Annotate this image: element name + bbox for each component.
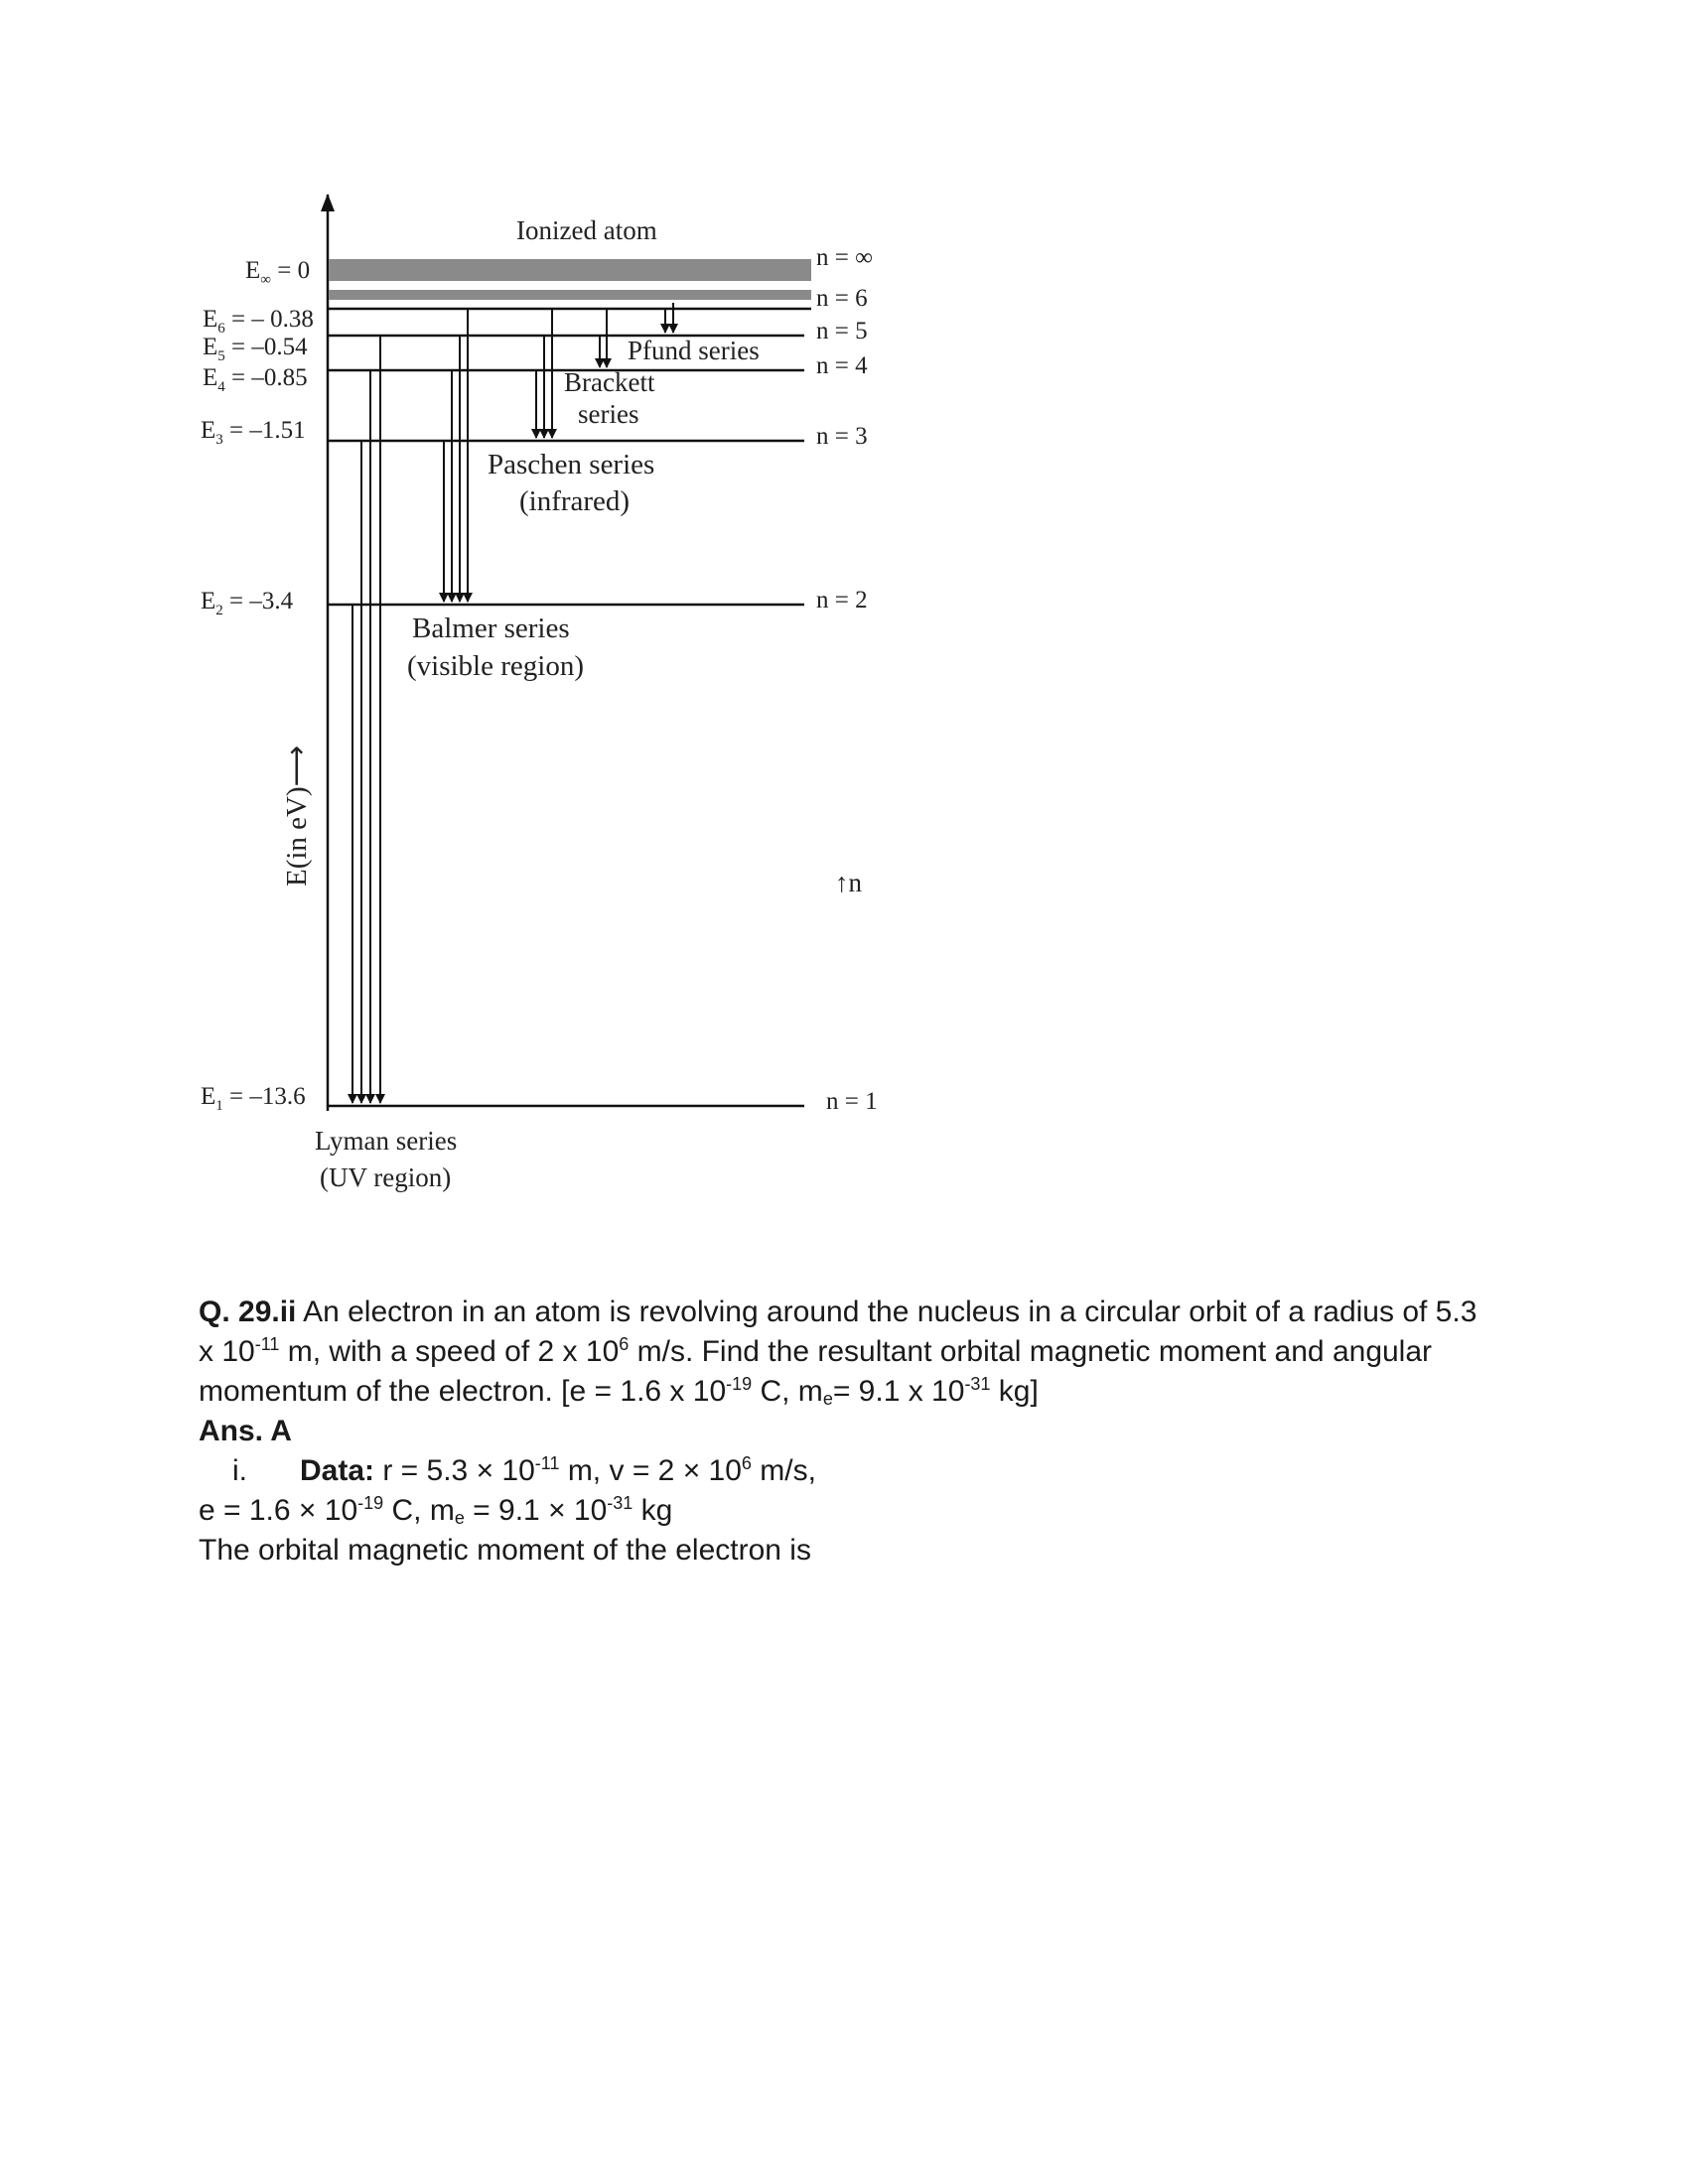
lyman-arrows [352,336,380,1103]
brackett-sub-label: series [578,399,639,429]
energy-axis-label: E(in eV)⟶ [281,745,313,887]
lyman-label: Lyman series [315,1126,458,1156]
ionized-atom-label: Ionized atom [516,215,657,245]
paschen-arrows [536,309,552,438]
n-label-1: n = 1 [826,1088,878,1115]
n-label-inf: n = ∞ [816,244,873,271]
energy-label-4: $E_4 = -0.85$ [203,364,308,395]
answer-label: Ans. A [199,1415,292,1447]
pfund-arrows [665,303,673,333]
data-label: Data: [300,1454,375,1487]
question-number: Q. 29.ii [199,1296,297,1328]
pfund-label: Pfund series [628,336,760,365]
paschen-region: (infrared) [519,485,631,517]
ionization-band-lower [329,290,811,300]
balmer-label: Balmer series [412,613,570,644]
n-direction-label: ↑n [835,868,862,897]
brackett-arrows [600,309,607,367]
energy-label-5: $E_5 = -0.54$ [203,334,308,364]
n-label-3: n = 3 [816,423,868,450]
energy-label-1: $E_1 = -13.6$ [201,1083,306,1114]
lyman-region: (UV region) [320,1162,452,1192]
balmer-region: (visible region) [407,650,584,682]
energy-level-diagram [189,194,904,1216]
question-block [199,1293,1489,1570]
closing-line: The orbital magnetic moment of the electron is [199,1534,811,1567]
energy-label-inf: $E_\infty = 0$ [245,257,311,288]
ionization-band [329,259,811,281]
n-label-5: n = 5 [816,318,868,344]
n-label-6: n = 6 [816,285,868,312]
energy-label-6: $E_6$ = – 0.38 [203,306,314,337]
data-line-2: $e = 1.6 \times 10^{-19}$ C, $m_e = 9.1 \times 10^{-31}$ kg [199,1493,673,1528]
paschen-label: Paschen series [488,449,655,480]
balmer-arrows [444,309,468,602]
energy-label-2: $E_2 = -3.4$ [201,588,294,618]
n-label-2: n = 2 [816,587,868,614]
brackett-label: Brackett [564,367,655,397]
question-text: Q. 29.ii An electron in an atom is revolving around the nucleus in a circular orbit of a radius of 5.3 x $10^{-11}$ m, with a speed of 2 x $10^6$ m/s. Find the resultant orbital magnetic moment and angular momentum of the electron. [e = 1.6 x $10^{-19}$ C, $m_e= 9.1$ x $10^{-31}$ kg] [199,1296,1477,1409]
data-line: i. Data: $r = 5.3 \times 10^{-11}$ m, $v = 2 \times 10^6$ m/s, [199,1451,1489,1491]
list-marker: i. [232,1454,247,1487]
energy-label-3: $E_3 = -1.51$ [201,417,306,448]
axis-arrowhead [321,194,335,211]
n-label-4: n = 4 [816,352,868,379]
